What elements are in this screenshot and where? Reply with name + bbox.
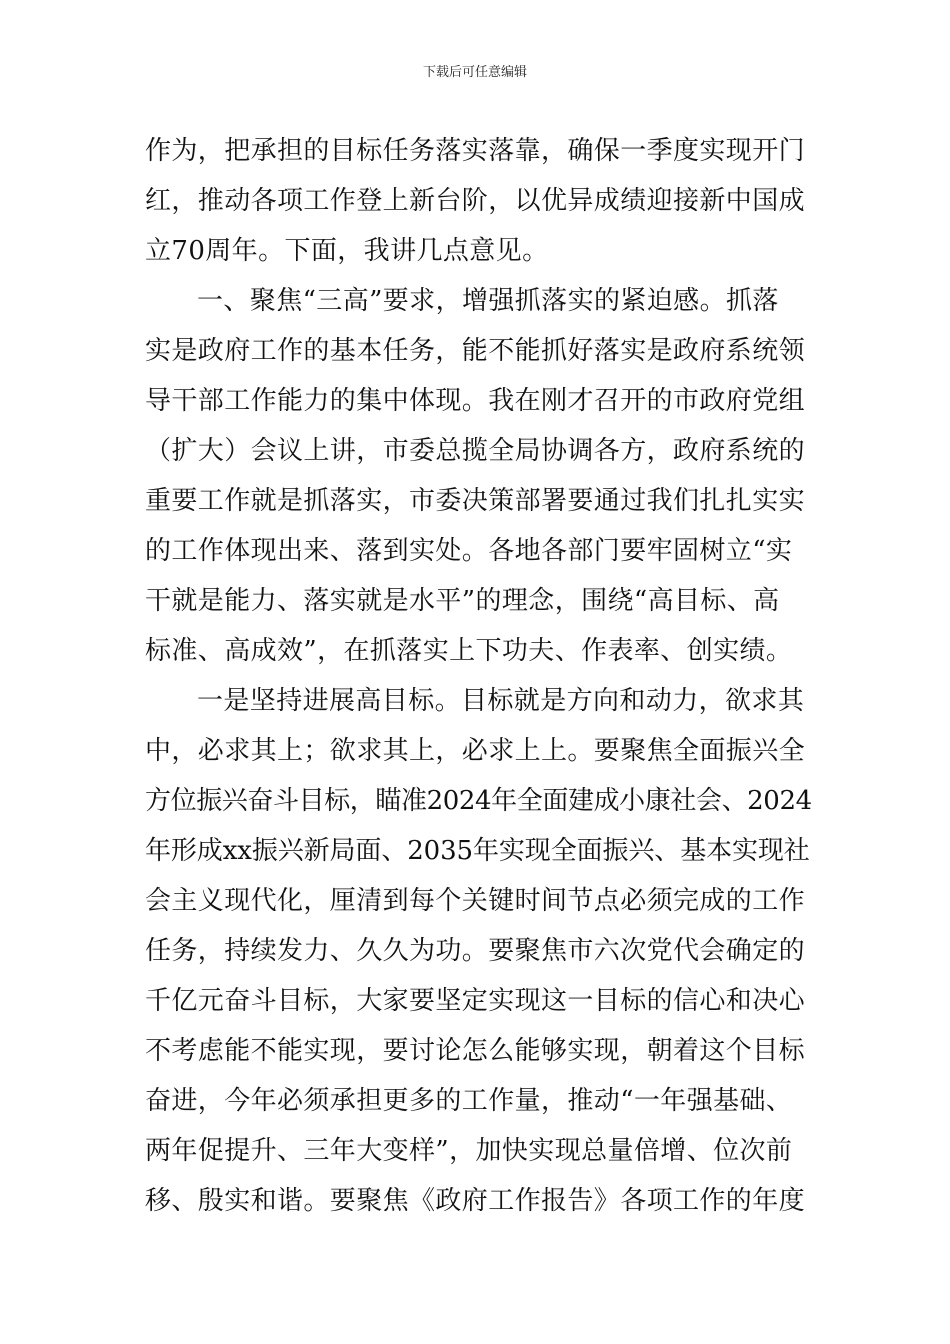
text-line: 年形成xx振兴新局面、2035年实现全面振兴、基本实现社 <box>145 836 810 866</box>
text-line: 一是坚持进展高目标。目标就是方向和动力，欲求其 <box>197 686 805 716</box>
text-line: （扩大）会议上讲，市委总揽全局协调各方，政府系统的 <box>145 436 806 466</box>
text-line: 方位振兴奋斗目标，瞄准2024年全面建成小康社会、2024 <box>145 786 812 816</box>
text-line: 两年促提升、三年大变样”，加快实现总量倍增、位次前 <box>145 1136 793 1166</box>
text-line: 千亿元奋斗目标，大家要坚定实现这一目标的信心和决心 <box>145 986 806 1016</box>
text-line: 红，推动各项工作登上新台阶，以优异成绩迎接新中国成 <box>145 186 806 216</box>
text-line: 干就是能力、落实就是水平”的理念，围绕“高目标、高 <box>145 586 780 616</box>
text-line: 标准、高成效”，在抓落实上下功夫、作表率、创实绩。 <box>145 636 793 666</box>
text-line: 的工作体现出来、落到实处。各地各部门要牢固树立“实 <box>145 536 793 566</box>
text-line: 奋进，今年必须承担更多的工作量，推动“一年强基础、 <box>145 1086 793 1116</box>
text-line: 实是政府工作的基本任务，能不能抓好落实是政府系统领 <box>145 336 806 366</box>
text-line: 中，必求其上；欲求其上，必求上上。要聚焦全面振兴全 <box>145 736 806 766</box>
text-line: 重要工作就是抓落实，市委决策部署要通过我们扎扎实实 <box>145 486 806 516</box>
text-line: 不考虑能不能实现，要讨论怎么能够实现，朝着这个目标 <box>145 1036 806 1066</box>
text-line: 任务，持续发力、久久为功。要聚焦市六次党代会确定的 <box>145 936 806 966</box>
text-line: 移、殷实和谐。要聚焦《政府工作报告》各项工作的年度 <box>145 1186 806 1216</box>
text-line: 一、聚焦“三高”要求，增强抓落实的紧迫感。抓落 <box>197 286 779 316</box>
text-line: 立70周年。下面，我讲几点意见。 <box>145 236 549 266</box>
page-header: 下载后可任意编辑 <box>422 65 527 80</box>
text-line: 会主义现代化，厘清到每个关键时间节点必须完成的工作 <box>145 886 806 916</box>
document-body <box>145 126 810 1226</box>
text-line: 作为，把承担的目标任务落实落靠，确保一季度实现开门 <box>145 136 806 166</box>
text-line: 导干部工作能力的集中体现。我在刚才召开的市政府党组 <box>145 386 806 416</box>
